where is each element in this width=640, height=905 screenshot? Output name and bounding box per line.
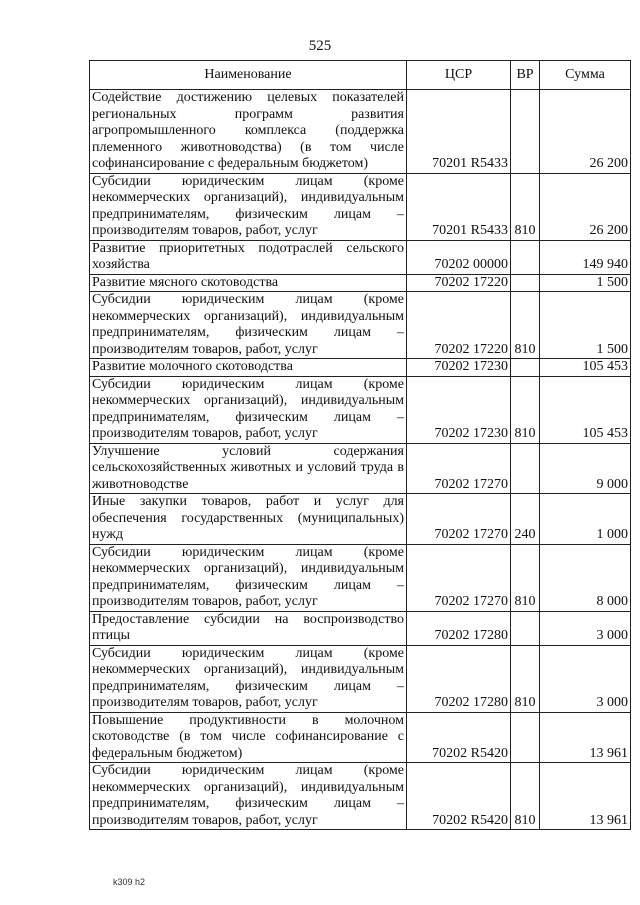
table-row bbox=[90, 173, 631, 240]
row-sum: 13 961 bbox=[540, 712, 631, 763]
row-vr: 810 bbox=[511, 645, 540, 712]
row-csr: 70201 R5433 bbox=[407, 90, 511, 174]
row-csr: 70202 17270 bbox=[407, 544, 511, 611]
table-row bbox=[90, 763, 631, 830]
row-vr bbox=[511, 712, 540, 763]
row-sum: 149 940 bbox=[540, 240, 631, 274]
table-row bbox=[90, 494, 631, 545]
row-sum: 8 000 bbox=[540, 544, 631, 611]
row-vr bbox=[511, 274, 540, 292]
row-sum: 105 453 bbox=[540, 376, 631, 443]
row-vr bbox=[511, 240, 540, 274]
table-header-row bbox=[90, 61, 631, 90]
row-sum: 1 500 bbox=[540, 274, 631, 292]
row-name: Субсидии юридическим лицам (кроме некоммерческих организаций), индивидуальным предпринимателям, физическим лицам – производителям товаров, работ, услуг bbox=[90, 763, 407, 830]
row-csr: 70202 R5420 bbox=[407, 763, 511, 830]
row-sum: 26 200 bbox=[540, 173, 631, 240]
row-vr: 810 bbox=[511, 173, 540, 240]
row-name: Содействие достижению целевых показателей региональных программ развития агропромышленного комплекса (поддержка племенного животноводства) (в том числе софинансирование с федеральным бюджетом) bbox=[90, 90, 407, 174]
row-sum: 1 000 bbox=[540, 494, 631, 545]
row-sum: 105 453 bbox=[540, 359, 631, 377]
row-csr: 70201 R5433 bbox=[407, 173, 511, 240]
header-name: Наименование bbox=[90, 61, 407, 90]
row-csr: 70202 17270 bbox=[407, 443, 511, 494]
table-row bbox=[90, 611, 631, 645]
row-name: Развитие молочного скотоводства bbox=[90, 359, 407, 377]
row-csr: 70202 17220 bbox=[407, 292, 511, 359]
table-row bbox=[90, 90, 631, 174]
page-number: 525 bbox=[308, 38, 332, 54]
row-csr: 70202 17270 bbox=[407, 494, 511, 545]
row-name: Развитие мясного скотоводства bbox=[90, 274, 407, 292]
row-name: Субсидии юридическим лицам (кроме некоммерческих организаций), индивидуальным предпринимателям, физическим лицам – производителям товаров, работ, услуг bbox=[90, 173, 407, 240]
row-vr bbox=[511, 611, 540, 645]
row-sum: 9 000 bbox=[540, 443, 631, 494]
header-vr: ВР bbox=[511, 61, 540, 90]
row-csr: 70202 00000 bbox=[407, 240, 511, 274]
row-vr bbox=[511, 443, 540, 494]
budget-table bbox=[89, 60, 631, 830]
row-vr: 810 bbox=[511, 763, 540, 830]
row-csr: 70202 R5420 bbox=[407, 712, 511, 763]
row-vr: 810 bbox=[511, 376, 540, 443]
row-name: Предоставление субсидии на воспроизводство птицы bbox=[90, 611, 407, 645]
row-name: Субсидии юридическим лицам (кроме некоммерческих организаций), индивидуальным предпринимателям, физическим лицам – производителям товаров, работ, услуг bbox=[90, 292, 407, 359]
row-vr bbox=[511, 90, 540, 174]
table-row bbox=[90, 443, 631, 494]
row-csr: 70202 17230 bbox=[407, 359, 511, 377]
row-name: Развитие приоритетных подотраслей сельского хозяйства bbox=[90, 240, 407, 274]
header-sum: Сумма bbox=[540, 61, 631, 90]
row-vr: 810 bbox=[511, 544, 540, 611]
table-row bbox=[90, 544, 631, 611]
row-name: Иные закупки товаров, работ и услуг для обеспечения государственных (муниципальных) нужд bbox=[90, 494, 407, 545]
row-csr: 70202 17280 bbox=[407, 611, 511, 645]
table-row bbox=[90, 274, 631, 292]
row-csr: 70202 17220 bbox=[407, 274, 511, 292]
table-row bbox=[90, 376, 631, 443]
table-row bbox=[90, 240, 631, 274]
row-vr: 240 bbox=[511, 494, 540, 545]
row-sum: 3 000 bbox=[540, 645, 631, 712]
row-sum: 3 000 bbox=[540, 611, 631, 645]
table-row bbox=[90, 292, 631, 359]
header-csr: ЦСР bbox=[407, 61, 511, 90]
row-sum: 26 200 bbox=[540, 90, 631, 174]
table-row bbox=[90, 359, 631, 377]
row-name: Субсидии юридическим лицам (кроме некоммерческих организаций), индивидуальным предпринимателям, физическим лицам – производителям товаров, работ, услуг bbox=[90, 544, 407, 611]
row-vr bbox=[511, 359, 540, 377]
row-sum: 13 961 bbox=[540, 763, 631, 830]
row-vr: 810 bbox=[511, 292, 540, 359]
table-row bbox=[90, 645, 631, 712]
row-csr: 70202 17230 bbox=[407, 376, 511, 443]
row-csr: 70202 17280 bbox=[407, 645, 511, 712]
row-name: Повышение продуктивности в молочном скотоводстве (в том числе софинансирование с федеральным бюджетом) bbox=[90, 712, 407, 763]
row-name: Субсидии юридическим лицам (кроме некоммерческих организаций), индивидуальным предпринимателям, физическим лицам – производителям товаров, работ, услуг bbox=[90, 645, 407, 712]
row-sum: 1 500 bbox=[540, 292, 631, 359]
row-name: Улучшение условий содержания сельскохозяйственных животных и условий труда в животноводстве bbox=[90, 443, 407, 494]
footer-code: k309 h2 bbox=[113, 877, 146, 887]
row-name: Субсидии юридическим лицам (кроме некоммерческих организаций), индивидуальным предпринимателям, физическим лицам – производителям товаров, работ, услуг bbox=[90, 376, 407, 443]
table-row bbox=[90, 712, 631, 763]
